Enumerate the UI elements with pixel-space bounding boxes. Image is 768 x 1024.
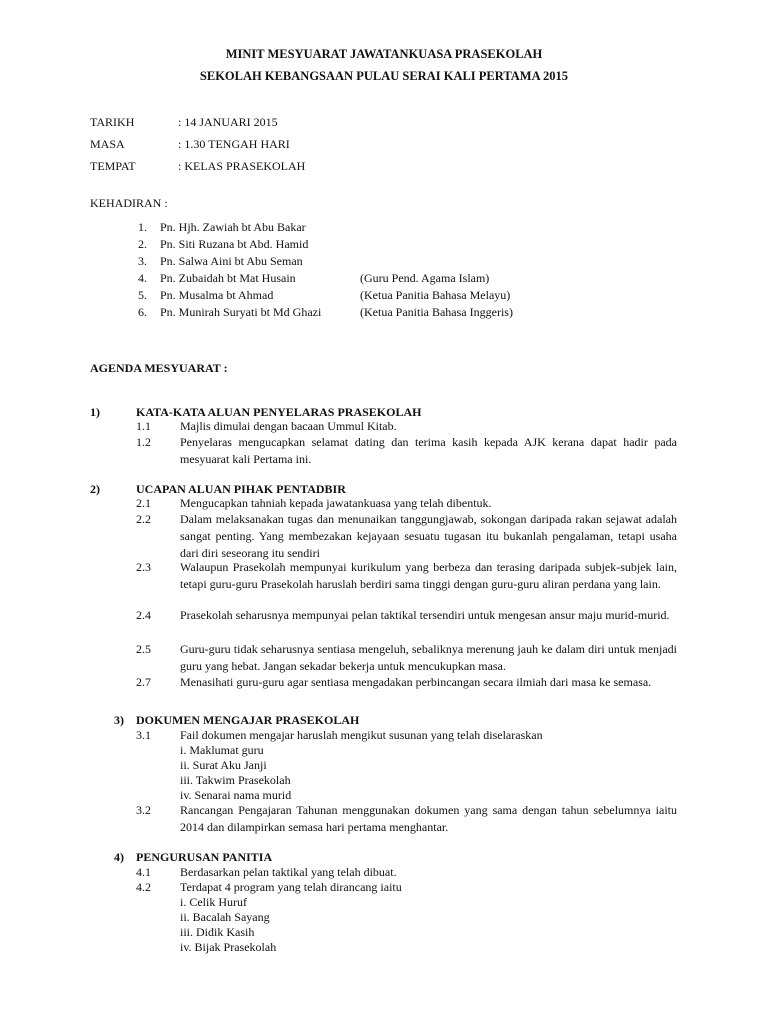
attendance-role: (Ketua Panitia Bahasa Inggeris) bbox=[360, 305, 513, 319]
item-text: Menasihati guru-guru agar sentiasa mengadakan perbincangan secara ilmiah dari masa ke semasa. bbox=[180, 675, 652, 689]
attendance-name: Pn. Zubaidah bt Mat Husain bbox=[160, 271, 296, 285]
document-subtitle: SEKOLAH KEBANGSAAN PULAU SERAI KALI PERTAMA 2015 bbox=[199, 69, 569, 83]
attendance-role: (Ketua Panitia Bahasa Melayu) bbox=[360, 288, 511, 302]
meta-label-place: TEMPAT bbox=[90, 159, 136, 173]
item-text: Rancangan Pengajaran Tahunan menggunakan dokumen yang sama dengan tahun sebelumnya iaitu 2014 dan dilampirkan semasa hari pertama menghantar. bbox=[180, 803, 677, 834]
attendance-name: Pn. Siti Ruzana bt Abd. Hamid bbox=[160, 237, 309, 251]
item-text: Penyelaras mengucapkan selamat dating dan terima kasih kepada AJK kerana dapat hadir pada mesyuarat kali Pertama ini. bbox=[180, 435, 677, 466]
section-title: KATA-KATA ALUAN PENYELARAS PRASEKOLAH bbox=[136, 405, 422, 419]
meta-label-date: TARIKH bbox=[90, 115, 135, 129]
sub-item: i. Celik Huruf bbox=[180, 895, 247, 909]
sub-item: ii. Bacalah Sayang bbox=[180, 910, 270, 924]
sub-item: i. Maklumat guru bbox=[180, 743, 264, 757]
document-title: MINIT MESYUARAT JAWATANKUASA PRASEKOLAH bbox=[225, 47, 543, 61]
section-number: 2) bbox=[90, 482, 100, 496]
item-text: Dalam melaksanakan tugas dan menunaikan tanggungjawab, sokongan daripada rakan sejawat adalah sangat penting. Yang membezakan kejayaan sesuatu tugasan itu bukanlah pengalaman, tetapi usaha dari diri seseorang itu sendiri bbox=[180, 512, 677, 560]
item-number: 1.1 bbox=[136, 419, 151, 433]
item-number: 2.7 bbox=[136, 675, 151, 689]
item-text: Fail dokumen mengajar haruslah mengikut susunan yang telah diselaraskan bbox=[180, 728, 543, 742]
section-number: 3) bbox=[114, 713, 124, 727]
attendance-name: Pn. Salwa Aini bt Abu Seman bbox=[160, 254, 303, 268]
item-text: Berdasarkan pelan taktikal yang telah dibuat. bbox=[180, 865, 397, 879]
sub-item: ii. Surat Aku Janji bbox=[180, 758, 267, 772]
section-title: PENGURUSAN PANITIA bbox=[136, 850, 273, 864]
sub-item: iii. Didik Kasih bbox=[180, 925, 255, 939]
attendance-num: 3. bbox=[138, 254, 147, 268]
attendance-num: 2. bbox=[138, 237, 147, 251]
attendance-num: 6. bbox=[138, 305, 147, 319]
meta-value-time: : 1.30 TENGAH HARI bbox=[178, 137, 290, 151]
meta-value-place: : KELAS PRASEKOLAH bbox=[178, 159, 306, 173]
sub-item: iii. Takwim Prasekolah bbox=[180, 773, 291, 787]
agenda-heading: AGENDA MESYUARAT : bbox=[90, 361, 228, 375]
attendance-name: Pn. Musalma bt Ahmad bbox=[160, 288, 274, 302]
item-number: 2.3 bbox=[136, 560, 151, 574]
section-number: 1) bbox=[90, 405, 100, 419]
attendance-num: 4. bbox=[138, 271, 147, 285]
item-text: Guru-guru tidak seharusnya sentiasa mengeluh, sebaliknya merenung jauh ke dalam diri untuk menjadi guru yang hebat. Jangan sekadar bekerja untuk mencukupkan masa. bbox=[180, 642, 677, 673]
section-title: UCAPAN ALUAN PIHAK PENTADBIR bbox=[136, 482, 346, 496]
item-number: 3.1 bbox=[136, 728, 151, 742]
item-number: 2.5 bbox=[136, 642, 151, 656]
item-text: Terdapat 4 program yang telah dirancang iaitu bbox=[180, 880, 402, 894]
item-text: Prasekolah seharusnya mempunyai pelan taktikal tersendiri untuk mengesan ansur maju murid-murid. bbox=[180, 608, 670, 622]
attendance-num: 1. bbox=[138, 220, 147, 234]
item-number: 2.2 bbox=[136, 512, 151, 526]
attendance-name: Pn. Hjh. Zawiah bt Abu Bakar bbox=[160, 220, 306, 234]
section-number: 4) bbox=[114, 850, 124, 864]
attendance-role: (Guru Pend. Agama Islam) bbox=[360, 271, 490, 285]
item-number: 4.2 bbox=[136, 880, 151, 894]
item-number: 1.2 bbox=[136, 435, 151, 449]
sub-item: iv. Bijak Prasekolah bbox=[180, 940, 277, 954]
meta-value-date: : 14 JANUARI 2015 bbox=[178, 115, 278, 129]
item-number: 2.1 bbox=[136, 496, 151, 510]
item-number: 2.4 bbox=[136, 608, 151, 622]
attendance-name: Pn. Munirah Suryati bt Md Ghazi bbox=[160, 305, 322, 319]
item-text: Mengucapkan tahniah kepada jawatankuasa yang telah dibentuk. bbox=[180, 496, 492, 510]
item-number: 3.2 bbox=[136, 803, 151, 817]
attendance-heading: KEHADIRAN : bbox=[90, 196, 168, 210]
item-text: Majlis dimulai dengan bacaan Ummul Kitab. bbox=[180, 419, 397, 433]
section-title: DOKUMEN MENGAJAR PRASEKOLAH bbox=[136, 713, 360, 727]
sub-item: iv. Senarai nama murid bbox=[180, 788, 292, 802]
meta-label-time: MASA bbox=[90, 137, 125, 151]
attendance-num: 5. bbox=[138, 288, 147, 302]
item-number: 4.1 bbox=[136, 865, 151, 879]
item-text: Walaupun Prasekolah mempunyai kurikulum yang berbeza dan terasing daripada subjek-subjek lain, tetapi guru-guru Prasekolah haruslah berdiri sama tinggi dengan guru-guru aliran perdana yang lain. bbox=[180, 560, 677, 591]
